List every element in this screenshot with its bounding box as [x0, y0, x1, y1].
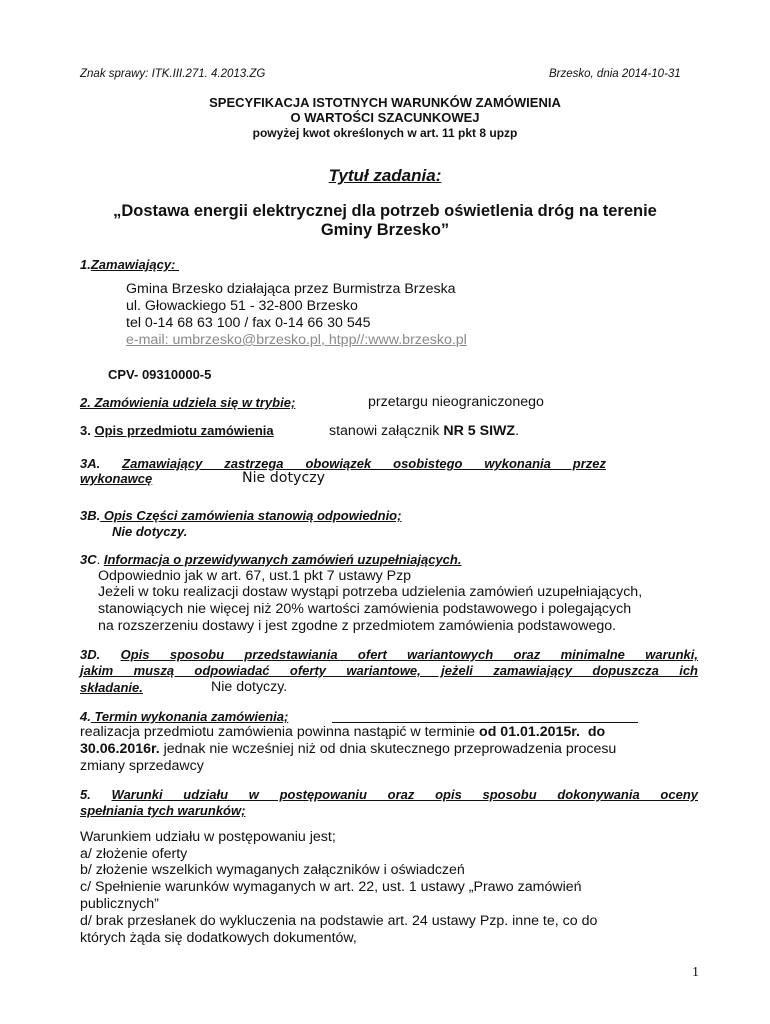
section-number: 5.: [80, 787, 112, 802]
section-title: Zamawiający:: [90, 257, 179, 272]
section-4-line1: [80, 724, 605, 740]
section-4-line2: [80, 741, 616, 757]
section-3d-heading-line3: składanie.: [80, 680, 143, 695]
section-5-heading-line1: [80, 787, 698, 802]
term-end-date: 30.06.2016r.: [80, 741, 160, 757]
section-3c-heading: [80, 552, 461, 567]
procedure-type: przetargu nieograniczonego: [368, 394, 544, 410]
section-number: 3.: [80, 423, 95, 438]
section-title: Informacja o przewidywanych zamówień uzupełniających.: [103, 552, 462, 567]
section-5-line7: których żąda się dodatkowych dokumentów,: [80, 930, 357, 946]
doc-title-line1: SPECYFIKACJA ISTOTNYCH WARUNKÓW ZAMÓWIENIA: [209, 95, 561, 110]
annex-reference: NR 5 SIWZ: [443, 423, 516, 439]
section-3b-value: Nie dotyczy.: [112, 524, 188, 539]
heading-underline-rule: [332, 722, 638, 723]
section-3a-heading-line2: wykonawcę: [80, 471, 153, 486]
section-3b-heading: [80, 508, 401, 523]
section-5-line1: Warunkiem udziału w postępowaniu jest;: [80, 829, 336, 845]
section-number: 3B.: [80, 508, 101, 523]
section-3c-line3: stanowiących nie więcej niż 20% wartości zamówienia podstawowego i polegających: [98, 601, 632, 617]
section-5-line4: c/ Spełnienie warunków wymaganych w art. 22, ust. 1 ustawy „Prawo zamówień: [80, 879, 582, 895]
contracting-authority-name: Gmina Brzesko działająca przez Burmistrza Brzeska: [126, 281, 456, 297]
term-start-date: od 01.01.2015r. do: [479, 724, 606, 740]
section-3a-value: Nie dotyczy: [242, 470, 326, 486]
contracting-authority-email-link[interactable]: e-mail: umbrzesko@brzesko.pl, htpp//:www.brzesko.pl: [126, 332, 467, 348]
section-title: Opis przedmiotu zamówienia: [94, 423, 274, 438]
punctuation: .: [515, 423, 520, 439]
section-3c-line2: Jeżeli w toku realizacji dostaw wystąpi potrzeba udzielenia zamówień uzupełniających,: [98, 584, 643, 600]
section-2-heading: 2. Zamówienia udziela się w trybie;: [80, 395, 296, 410]
section-3d-value: Nie dotyczy.: [211, 679, 288, 695]
section-5-line2: a/ złożenie oferty: [80, 846, 188, 862]
case-reference: Znak sprawy: ITK.III.271. 4.2013.ZG: [80, 68, 266, 80]
section-5-line6: d/ brak przesłanek do wykluczenia na podstawie art. 24 ustawy Pzp. inne te, co do: [80, 913, 598, 929]
section-3c-line4: na rozszerzeniu dostawy i jest zgodne z przedmiotem zamówienia podstawowego.: [98, 618, 617, 634]
term-text: jednak nie wcześniej niż od dnia skutecznego przeprowadzenia procesu: [159, 741, 617, 757]
section-number: 3D.: [80, 647, 121, 662]
section-number: 4.: [80, 709, 91, 724]
doc-title-line3: powyżej kwot określonych w art. 11 pkt 8 upzp: [252, 126, 518, 140]
page-number: 1: [692, 965, 699, 980]
section-title: Opis Części zamówienia stanowią odpowiednio;: [100, 508, 402, 523]
section-4-line3: zmiany sprzedawcy: [80, 758, 204, 774]
place-date: Brzesko, dnia 2014-10-31: [549, 68, 681, 80]
contracting-authority-phone: tel 0-14 68 63 100 / fax 0-14 66 30 545: [126, 315, 371, 331]
doc-title-line2: O WARTOŚCI SZACUNKOWEJ: [290, 110, 480, 125]
term-text: realizacja przedmiotu zamówienia powinna nastąpić w terminie: [80, 724, 480, 740]
section-title: Zamawiający zastrzega obowiązek osobistego wykonania przez: [122, 456, 606, 471]
section-5-heading-line2: spełniania tych warunków;: [80, 803, 246, 818]
section-number: 1.: [80, 257, 91, 272]
task-name-line2: Gminy Brzesko”: [320, 221, 450, 239]
section-title: Termin wykonania zamówienia;: [90, 709, 289, 724]
section-3a-heading-line1: [80, 456, 606, 471]
section-3d-heading-line1: [80, 647, 698, 662]
punctuation: .: [96, 552, 104, 567]
section-number: 3C: [80, 552, 97, 567]
section-1-heading: [80, 257, 179, 272]
section-4-heading: [80, 709, 288, 724]
section-5-line5: publicznych”: [80, 896, 159, 912]
cpv-code: CPV- 09310000-5: [108, 367, 212, 382]
description-text: stanowi załącznik: [329, 423, 444, 439]
section-3-description: [329, 423, 519, 439]
section-5-line3: b/ złożenie wszelkich wymaganych załączników i oświadczeń: [80, 862, 465, 878]
section-3c-line1: Odpowiednio jak w art. 67, ust.1 pkt 7 ustawy Pzp: [98, 568, 412, 584]
section-3d-heading-line2: jakim muszą odpowiadać oferty wariantowe, jeżeli zamawiający dopuszcza ich: [80, 663, 698, 678]
section-title: Warunki udziału w postępowaniu oraz opis sposobu dokonywania oceny: [111, 787, 698, 802]
task-heading: Tytuł zadania:: [328, 166, 442, 185]
task-name-line1: „Dostawa energii elektrycznej dla potrzeb oświetlenia dróg na terenie: [113, 202, 657, 220]
section-number: 3A.: [80, 456, 123, 471]
section-3-heading: [80, 423, 274, 438]
section-title: Opis sposobu przedstawiania ofert wariantowych oraz minimalne warunki,: [120, 647, 698, 662]
contracting-authority-address: ul. Głowackiego 51 - 32-800 Brzesko: [126, 298, 358, 314]
